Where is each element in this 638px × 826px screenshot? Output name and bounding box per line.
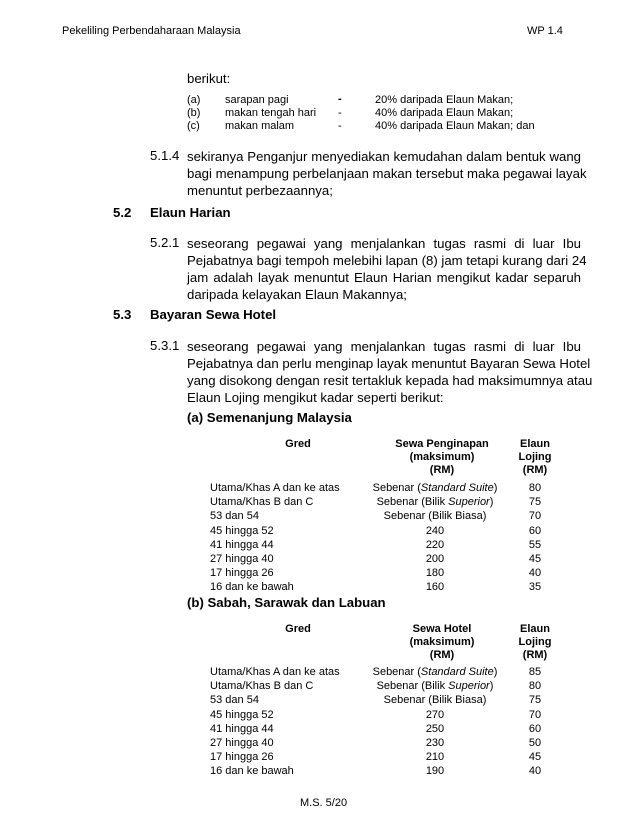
cell-gred: 27 hingga 40	[210, 737, 274, 749]
cell-gred: 45 hingga 52	[210, 524, 274, 537]
cell-sewa-text: 160	[425, 581, 445, 594]
cell-gred: 17 hingga 26	[210, 567, 274, 580]
text-line: menuntut perbezaannya;	[187, 183, 333, 198]
header-text: (maksimum)	[409, 636, 475, 648]
cell-gred: Utama/Khas B dan C	[210, 496, 314, 509]
cell-sewa-italic: Superior	[448, 496, 490, 509]
cell-sewa-text: Sebenar (Bilik Biasa)	[383, 510, 487, 523]
cell-elaun: 55	[528, 538, 542, 551]
table-row	[210, 722, 560, 736]
header-text: (RM)	[522, 649, 548, 661]
table-a-header-gred	[268, 438, 328, 451]
header-doc-code: WP 1.4	[527, 25, 563, 37]
table-row	[210, 566, 560, 580]
text-line: seseorang pegawai yang menjalankan tugas rasmi di luar Ibu	[187, 236, 581, 251]
cell-sewa-text: Sebenar (Bilik	[376, 680, 449, 693]
section-number: 5.2	[113, 205, 132, 220]
table-row	[210, 495, 560, 509]
meal-share: 40% daripada Elaun Makan; dan	[375, 120, 535, 132]
section-title: Bayaran Sewa Hotel	[150, 307, 277, 322]
text-line: bagi menampung perbelanjaan makan tersebut maka pegawai layak	[187, 166, 587, 181]
meal-label: (c)	[187, 120, 200, 132]
clause-number: 5.1.4	[150, 148, 180, 163]
cell-gred: 17 hingga 26	[210, 751, 274, 764]
header-text: Sewa Penginapan	[395, 438, 489, 450]
cell-sewa-text: Sebenar (	[372, 666, 421, 678]
header-text: (RM)	[522, 464, 548, 476]
table-row	[210, 580, 560, 594]
cell-elaun: 75	[528, 694, 542, 707]
table-row	[210, 481, 560, 495]
cell-gred: 16 dan ke bawah	[210, 765, 294, 778]
cell-sewa-text: 210	[425, 751, 445, 764]
clause-number: 5.3.1	[150, 338, 180, 353]
cell-sewa-italic: Standard Suite	[420, 666, 494, 678]
cell-sewa	[365, 580, 505, 594]
header-text: Lojing	[518, 451, 552, 463]
cell-sewa	[365, 708, 505, 722]
cell-elaun: 75	[528, 496, 542, 509]
cell-elaun: 80	[528, 482, 542, 494]
cell-elaun: 60	[528, 722, 542, 735]
meal-dash: -	[338, 120, 342, 132]
table-row	[210, 538, 560, 552]
header-text: Gred	[285, 623, 311, 635]
cell-sewa	[365, 750, 505, 764]
clause-5-1-4-text	[187, 148, 587, 199]
cell-elaun: 35	[528, 581, 542, 594]
text-line: Elaun Lojing mengikut kadar seperti berikut:	[187, 390, 444, 405]
cell-sewa-text: 190	[425, 765, 445, 778]
table-row	[210, 509, 560, 523]
cell-sewa	[365, 722, 505, 736]
text-line: daripada kelayakan Elaun Makannya;	[187, 287, 407, 302]
table-row	[210, 764, 560, 778]
cell-sewa-text: 270	[425, 708, 445, 721]
cell-sewa	[365, 552, 505, 566]
header-text: (RM)	[429, 464, 455, 476]
meal-name: sarapan pagi	[225, 94, 289, 106]
text-line: Pejabatnya bagi tempoh melebihi lapan (8) jam tetapi kurang dari 24	[187, 253, 587, 268]
table-row	[210, 665, 560, 679]
cell-sewa-italic: Standard Suite	[420, 482, 494, 494]
cell-gred: 41 hingga 44	[210, 538, 274, 551]
cell-sewa	[365, 679, 505, 693]
section-title: Elaun Harian	[150, 205, 231, 220]
cell-gred: Utama/Khas B dan C	[210, 680, 314, 693]
cell-sewa-text: 200	[425, 553, 445, 565]
table-row	[210, 679, 560, 693]
header-text: (RM)	[429, 649, 455, 661]
cell-gred: Utama/Khas A dan ke atas	[210, 666, 340, 678]
table-row	[210, 524, 560, 538]
table-b-header-sewa	[372, 623, 512, 662]
cell-sewa-text: Sebenar (	[372, 482, 421, 494]
meal-dash: -	[338, 107, 342, 119]
meal-name: makan tengah hari	[225, 107, 317, 119]
cell-sewa-text: 250	[425, 722, 445, 735]
cell-sewa	[365, 693, 505, 707]
cell-elaun: 60	[528, 524, 542, 537]
header-text: Sewa Hotel	[412, 623, 472, 635]
table-row	[210, 693, 560, 707]
table-row	[210, 552, 560, 566]
cell-sewa	[365, 509, 505, 523]
cell-sewa-text: 230	[425, 737, 445, 749]
cell-sewa-text: 240	[425, 524, 445, 537]
text-line: sekiranya Penganjur menyediakan kemudahan dalam bentuk wang	[187, 149, 581, 164]
table-a-header-sewa	[372, 438, 512, 477]
header-text: Elaun	[520, 623, 550, 635]
table-b-header-gred	[268, 623, 328, 636]
text-line: jam adalah layak menuntut Elaun Harian mengikut kadar separuh	[187, 270, 581, 285]
table-b-header-elaun	[510, 623, 560, 662]
cell-elaun: 85	[528, 666, 542, 678]
clause-5-3-1-text	[187, 338, 593, 406]
table-a-header-elaun	[510, 438, 560, 477]
cell-elaun: 45	[528, 553, 542, 565]
table-a-title: (a) Semenanjung Malaysia	[187, 410, 352, 425]
cell-sewa	[365, 495, 505, 509]
cell-sewa	[365, 764, 505, 778]
cell-elaun: 70	[528, 708, 542, 721]
cell-gred: 53 dan 54	[210, 510, 259, 523]
cell-gred: 45 hingga 52	[210, 708, 274, 721]
cell-gred: 16 dan ke bawah	[210, 581, 294, 594]
header-text: Lojing	[518, 636, 552, 648]
cell-sewa-text: Sebenar (Bilik	[376, 496, 449, 509]
cell-elaun: 40	[528, 567, 542, 580]
meal-share: 40% daripada Elaun Makan;	[375, 107, 514, 119]
cell-elaun: 50	[528, 737, 542, 749]
cell-sewa-text: 180	[425, 567, 445, 580]
cell-sewa	[365, 665, 505, 679]
cell-elaun: 45	[528, 751, 542, 764]
cell-sewa	[365, 736, 505, 750]
cell-sewa	[365, 481, 505, 495]
cell-sewa	[365, 538, 505, 552]
meal-dash: -	[338, 93, 342, 105]
cell-elaun: 70	[528, 510, 542, 523]
meal-label: (b)	[187, 107, 201, 119]
table-row	[210, 708, 560, 722]
table-row	[210, 736, 560, 750]
cell-gred: 27 hingga 40	[210, 553, 274, 565]
cell-gred: Utama/Khas A dan ke atas	[210, 482, 340, 494]
section-number: 5.3	[113, 307, 132, 322]
meal-label: (a)	[187, 94, 201, 106]
cell-sewa-text: Sebenar (Bilik Biasa)	[383, 694, 487, 707]
table-row	[210, 750, 560, 764]
text-line: Pejabatnya dan perlu menginap layak menuntut Bayaran Sewa Hotel	[187, 356, 591, 371]
text-line: seseorang pegawai yang menjalankan tugas rasmi di luar Ibu	[187, 339, 581, 354]
cell-elaun: 80	[528, 680, 542, 693]
clause-number: 5.2.1	[150, 235, 180, 250]
cell-sewa-close: )	[489, 496, 494, 509]
header-text: Gred	[285, 438, 311, 450]
text-line: yang disokong dengan resit tertakluk kepada had maksimumnya atau	[187, 373, 593, 388]
cell-elaun: 40	[528, 765, 542, 778]
cell-sewa-close: )	[493, 666, 498, 678]
meal-share: 20% daripada Elaun Makan;	[375, 94, 514, 106]
cell-gred: 41 hingga 44	[210, 722, 274, 735]
cell-sewa	[365, 524, 505, 538]
page-number: M.S. 5/20	[300, 797, 348, 809]
header-text: Elaun	[520, 438, 550, 450]
header-text: (maksimum)	[409, 451, 475, 463]
cell-gred: 53 dan 54	[210, 694, 259, 707]
meal-name: makan malam	[225, 120, 295, 132]
cell-sewa-close: )	[489, 680, 494, 693]
cell-sewa-close: )	[493, 482, 498, 494]
cell-sewa	[365, 566, 505, 580]
clause-5-2-1-text	[187, 235, 587, 303]
cell-sewa-text: 220	[425, 538, 445, 551]
intro-lead: berikut:	[187, 71, 231, 86]
cell-sewa-italic: Superior	[448, 680, 490, 693]
header-title: Pekeliling Perbendaharaan Malaysia	[62, 25, 241, 37]
table-b-title: (b) Sabah, Sarawak dan Labuan	[187, 595, 386, 610]
